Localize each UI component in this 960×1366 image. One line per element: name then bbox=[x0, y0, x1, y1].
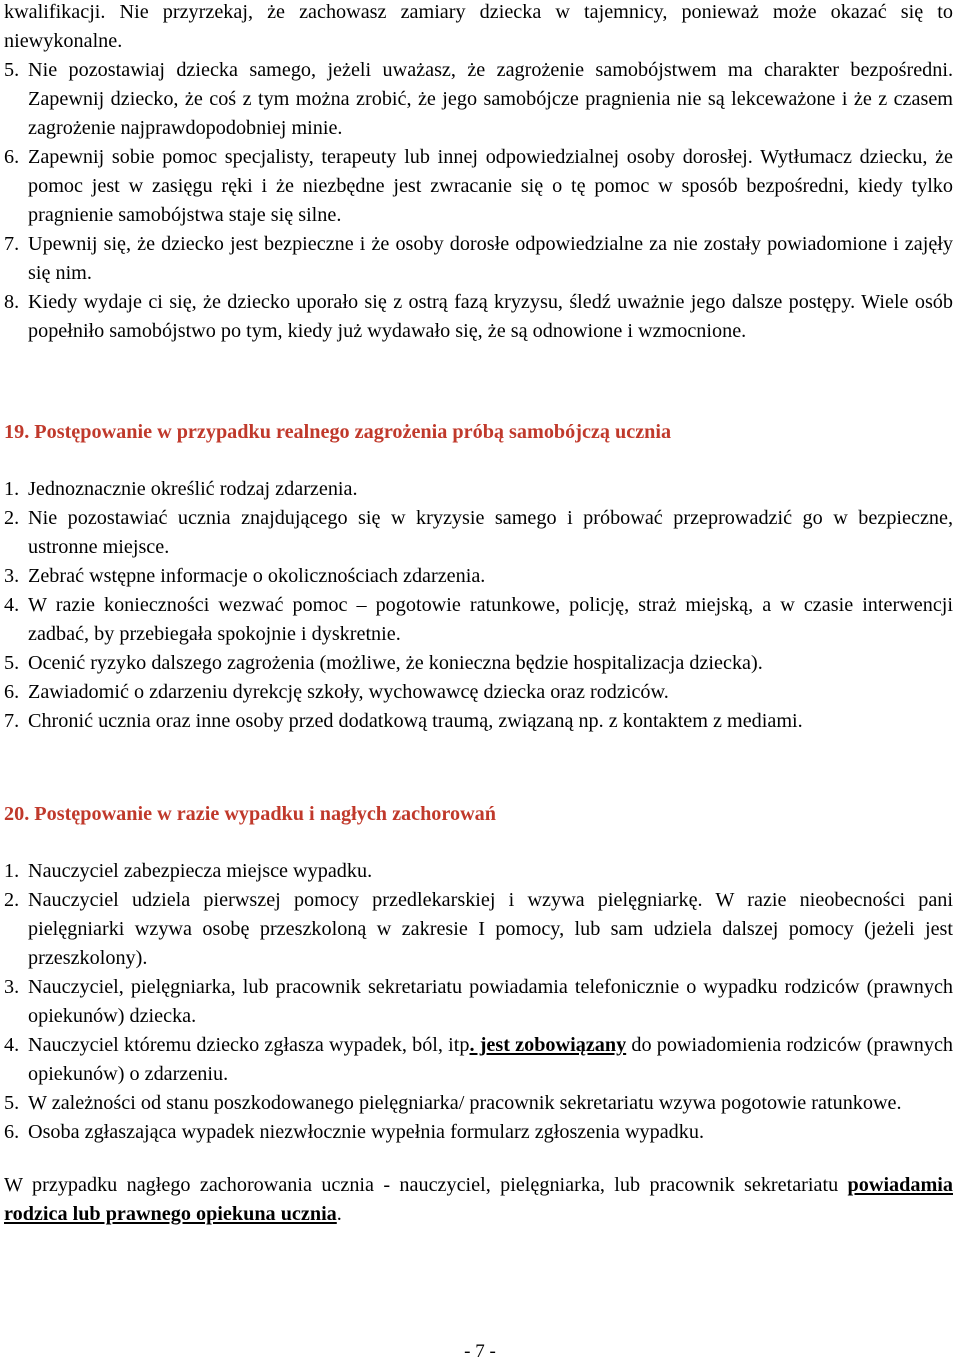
closing-paragraph: W przypadku nagłego zachorowania ucznia - nauczyciel, pielęgniarka, lub pracownik sekretariatu powiadamia rodzica lub prawnego opiekuna ucznia. bbox=[4, 1174, 953, 1225]
list-item: 1. Nauczyciel zabezpiecza miejsce wypadku. bbox=[4, 860, 373, 882]
list-item: 5. Nie pozostawiaj dziecka samego, jeżeli uważasz, że zagrożenie samobójstwem ma charakter bezpośredni. Zapewnij dziecko, że coś z tym można zrobić, że jego samobójcze pragnienia nie są lekceważone i że z czasem zagrożenie najprawdopodobniej minie. bbox=[4, 59, 953, 139]
page-number: - 7 - bbox=[464, 1341, 496, 1362]
continuation-text: kwalifikacji. Nie przyrzekaj, że zachowasz zamiary dziecka w tajemnicy, ponieważ może okazać się to niewykonalne. bbox=[4, 1, 953, 52]
list-item: 5. W zależności od stanu poszkodowanego pielęgniarka/ pracownik sekretariatu wzywa pogotowie ratunkowe. bbox=[4, 1092, 902, 1114]
section-19-heading: 19. Postępowanie w przypadku realnego zagrożenia próbą samobójczą ucznia bbox=[4, 421, 672, 443]
section-20-heading: 20. Postępowanie w razie wypadku i nagłych zachorowań bbox=[4, 803, 496, 825]
list-item: 7. Chronić ucznia oraz inne osoby przed dodatkową traumą, związaną np. z kontaktem z mediami. bbox=[4, 710, 803, 732]
list-item: 8. Kiedy wydaje ci się, że dziecko uporało się z ostrą fazą kryzysu, śledź uważnie jego dalsze postępy. Wiele osób popełniło samobójstwo po tym, kiedy już wydawało się, że są odnowione i wzmocnione. bbox=[4, 291, 953, 342]
list-item: 5. Ocenić ryzyko dalszego zagrożenia (możliwe, że konieczna będzie hospitalizacja dziecka). bbox=[4, 652, 763, 674]
list-item: 6. Osoba zgłaszająca wypadek niezwłocznie wypełnia formularz zgłoszenia wypadku. bbox=[4, 1121, 704, 1143]
list-item: 2. Nauczyciel udziela pierwszej pomocy przedlekarskiej i wzywa pielęgniarkę. W razie nieobecności pani pielęgniarki wzywa osobę przeszkoloną w zakresie I pomocy, lub sam udziela dalszej pomocy (jeżeli jest przeszkolony). bbox=[4, 889, 953, 969]
list-item: 2. Nie pozostawiać ucznia znajdującego się w kryzysie samego i próbować przeprowadzić go w bezpieczne, ustronne miejsce. bbox=[4, 507, 953, 558]
list-item: 6. Zawiadomić o zdarzeniu dyrekcję szkoły, wychowawcę dziecka oraz rodziców. bbox=[4, 681, 669, 703]
list-item: 3. Nauczyciel, pielęgniarka, lub pracownik sekretariatu powiadamia telefonicznie o wypadku rodziców (prawnych opiekunów) dziecka. bbox=[4, 976, 953, 1027]
list-item: 7. Upewnij się, że dziecko jest bezpieczne i że osoby dorosłe odpowiedzialne za nie zostały powiadomione i zajęły się nim. bbox=[4, 233, 953, 284]
section-19-list bbox=[0, 475, 960, 736]
list-item: 4. W razie konieczności wezwać pomoc – pogotowie ratunkowe, policję, straż miejską, a w czasie interwencji zadbać, by przebiegała spokojnie i dyskretnie. bbox=[4, 594, 953, 645]
list-item: 4. Nauczyciel któremu dziecko zgłasza wypadek, ból, itp. jest zobowiązany do powiadomienia rodziców (prawnych opiekunów) o zdarzeniu. bbox=[4, 1034, 954, 1085]
list-item: 6. Zapewnij sobie pomoc specjalisty, terapeuty lub innej odpowiedzialnej osoby dorosłej. Wytłumacz dziecku, że pomoc jest w zasięgu ręki i że niezbędne jest zwracanie się o tę pomoc w sposób bezpośredni, kiedy tylko pragnienie samobójstwa staje się silne. bbox=[4, 146, 953, 226]
emphasis-obligated: . jest zobowiązany bbox=[469, 1034, 627, 1056]
list-item: 1. Jednoznacznie określić rodzaj zdarzenia. bbox=[4, 478, 358, 500]
list-item: 3. Zebrać wstępne informacje o okolicznościach zdarzenia. bbox=[4, 565, 486, 587]
list-a bbox=[0, 56, 960, 346]
section-20-list bbox=[0, 857, 960, 1147]
emphasis-notify-parent: powiadamia rodzica lub prawnego opiekuna ucznia bbox=[4, 1174, 953, 1225]
